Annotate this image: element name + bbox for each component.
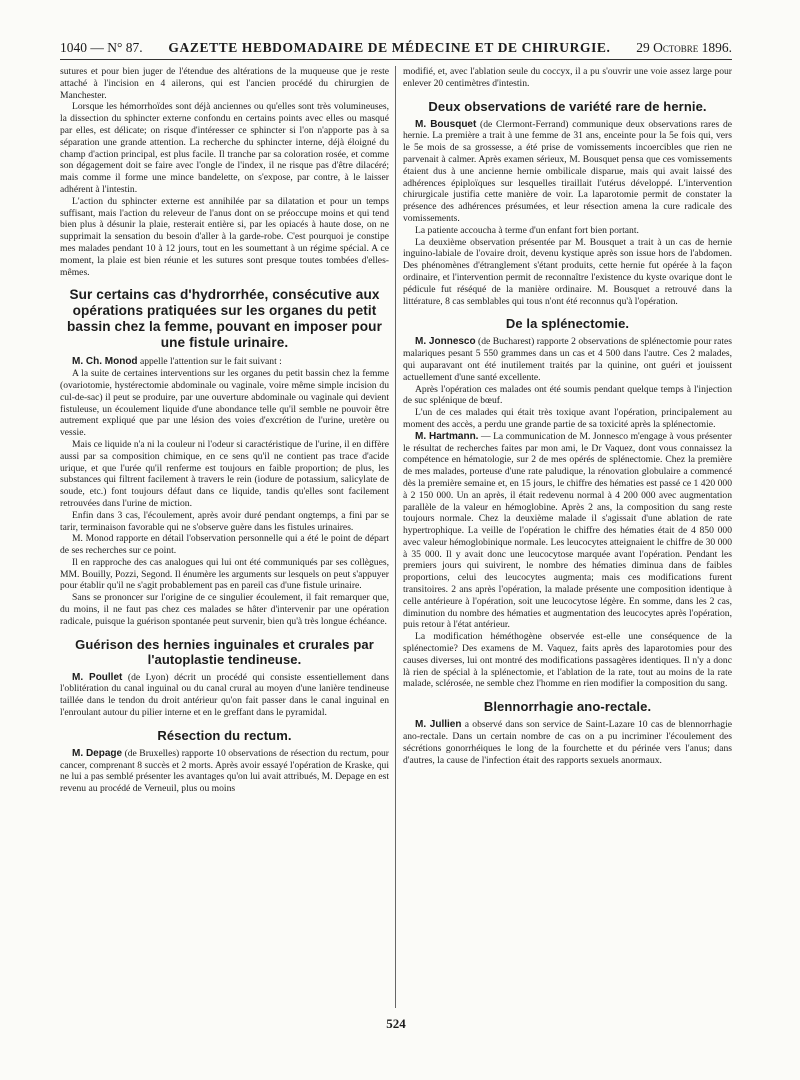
issue-date: 29 Octobre 1896. (636, 40, 732, 55)
paragraph: M. Depage (de Bruxelles) rapporte 10 observations de résection du rectum, pour cancer, comprenant 8 succès et 2 morts. Après avoir essayé l'opération de Kraske, qui ne lui a pas semblé présenter les avantages qu'on lui avait attribués, M. Depage en est revenu au procédé de Verneuil, plus ou moins (60, 747, 389, 795)
paragraph: M. Poullet (de Lyon) décrit un procédé qui consiste essentiellement dans l'oblitération du canal inguinal ou du canal crural au moyen d'une lanière tendineuse taillée dans le tendon du droit antérieur qu'on fait passer dans le canal inguinal en l'enroulant autour du pilier interne et en le greffant dans le pyramidal. (60, 671, 389, 719)
right-column (395, 66, 732, 1008)
paragraph: Mais ce liquide n'a ni la couleur ni l'odeur si caractéristique de l'urine, il en diffère aussi par sa composition chimique, en ce sens qu'il ne contient pas trace d'acide urique, et que l'urée qu'il renferme est toujours en faible proportion; de plus, les substances qui filtrent facilement à travers le rein (iodure de potassium, salicylate de soude, etc.) font toujours défaut dans ce liquide, tandis qu'elles sont facilement retrouvées dans l'urine de miction. (60, 438, 389, 509)
section-heading-variete-hernie: Deux observations de variété rare de hernie. (428, 98, 707, 114)
section-heading-blennorrhagie: Blennorrhagie ano-rectale. (483, 699, 652, 715)
paragraph: M. Jonnesco (de Bucharest) rapporte 2 observations de splénectomie pour rates malariques pesant 5 550 grammes dans un cas et 4 500 dans l'autre. Ces 2 malades, qui auparavant ont été inutilement traités par la quinine, ont guéri et jouissent actuellement d'une santé excellente. (403, 336, 732, 383)
paragraph: Il en rapproche des cas analogues qui lui ont été communiqués par ses collègues, MM. Bouilly, Pozzi, Segond. Il énumère les arguments sur lesquels on peut s'appuyer pour établir qu'il ne s'agit probablement pas en pareil cas d'une fistule urinaire. (60, 556, 389, 592)
paragraph: Sans se prononcer sur l'origine de ce singulier écoulement, il fait remarquer que, du moins, il ne faut pas chez ces malades se hâter d'intervenir par une opération radicale, puisque la guérison spontanée peut survenir, bien qu'à très longue échéance. (60, 592, 389, 627)
section-heading-hernies: Guérison des hernies inguinales et crurales par l'autoplastie tendineuse. (75, 636, 374, 667)
paragraph: L'un de ces malades qui était très toxique avant l'opération, principalement au moment des accès, a perdu une grande partie de sa toxicité après la splénectomie. (403, 407, 732, 430)
author-name: M. Hartmann. (415, 430, 479, 442)
paragraph: sutures et pour bien juger de l'étendue des altérations de la muqueuse que je reste attaché à l'incision en 4 ailerons, qui est l'ancien procédé du chirurgien de Manchester. (60, 66, 389, 101)
paragraph: Après l'opération ces malades ont été soumis pendant quelque temps à l'injection de suc splénique de bœuf. (403, 383, 732, 407)
author-name: M. Jonnesco (415, 336, 476, 348)
newspaper-page (60, 40, 732, 1048)
paragraph: M. Ch. Monod appelle l'attention sur le fait suivant : (72, 356, 282, 368)
paragraph: La deuxième observation présentée par M. Bousquet a trait à un cas de hernie inguino-labiale de l'ovaire droit, devenu kystique après son issue hors de l'abdomen. Des phénomènes d'étranglement s'étant produits, cette hernie fut opérée à la façon ordinaire, et l'intervention permit de reconnaître l'existence du kyste ovarique dont le pédicule fut réséqué de la manière ordinaire. M. Bousquet a retrouvé dans la littérature, 8 cas semblables qui tous n'ont été reconnus qu'à l'opération. (403, 236, 732, 307)
author-name: M. Jullien (415, 719, 462, 731)
paragraph: L'action du sphincter externe est annihilée par sa dilatation et pour un temps suffisant, mais l'action du releveur de l'anus dont on se préoccupe moins et qui tend bien plus à désunir la plaie, resterait entière si, par les opiacés à haute dose, on ne supprimait la sensation du besoin d'aller à la garde-robe. C'est pourquoi je constipe mes malades pendant 10 à 12 jours, tout en les soumettant à un régime spécial. A ce moment, la plaie est bien réunie et les sutures sont presque toutes tombées d'elles-mêmes. (60, 195, 389, 278)
paragraph: M. Hartmann. — La communication de M. Jonnesco m'engage à vous présenter le résultat de recherches faites par mon ami, le Dr Vaquez, dont vous connaissez la compétence en hématologie, sur 2 de mes opérés de splénectomie. Chez la première de mes malades, porteuse d'une rate paludique, la rénovation globulaire a commencé dès la première semaine et, en 15 jours, le chiffre des hématies est passé ce 1 420 000 à 2 150 000. Un an après, il était redevenu normal à 4 200 000 avec augmentation parallèle de la valeur en hémoglobine. Après 2 ans, la composition du sang reste toujours normale. Chez la deuxième malade il s'agissait d'une ablation de rate hypertrophique. La veille de l'opération le chiffre des hématies était de 4 850 000 avec valeur hémoglobinique normale. Les leucocytes atteignaient le chiffre de 30 000 à 35 000. Il y avait donc une leucocytose marquée avant l'opération. Pendant les premiers jours qui suivirent, le nombre des hématies diminua dans de faibles proportions, celui des leucocytes augmenta; mais ces modifications furent transitoires. 2 ans après l'opération, la malade présente une composition identique à celle antérieure à l'opération, soit une leucocytose légère. En somme, dans les 2 cas, diminution du nombre des hématies et augmentation des leucocytes après l'opération, puis retour à l'état antérieur. (403, 430, 732, 631)
paragraph: M. Jullien a observé dans son service de Saint-Lazare 10 cas de blennorrhagie ano-rectale. Dans un certain nombre de cas on a pu incriminer l'écoulement des sécrétions gonorrhéiques le long de la fourchette et du périnée vers l'anus; dans d'autres, la cause de l'infection était des rapports sexuels anormaux. (403, 719, 732, 766)
section-heading-hydrorrhee: Sur certains cas d'hydrorrhée, consécutive aux opérations pratiquées sur les organes du petit bassin chez la femme, pouvant en imposer pour une fistule urinaire. (67, 287, 382, 351)
paragraph: Lorsque les hémorrhoïdes sont déjà anciennes ou qu'elles sont très volumineuses, la dissection du sphincter externe confondu en certains points avec elles ou masqué par elles, est délicate; on risque d'intéresser ce sphincter si l'on n'apporte pas à sa séparation une grande attention. La recherche du sphincter interne, déjà éloigné du champ d'action principal, est plus facile. Il tranche par sa coloration rosée, et comme son dégagement doit se faire avec l'ongle de l'index, il ne risque pas d'être dilacéré; mais comme il forme une mince bandelette, on s'expose, par contre, à le laisser adhérent à l'intestin. (60, 101, 389, 195)
paragraph: Enfin dans 3 cas, l'écoulement, après avoir duré pendant ongtemps, a fini par se tarir, terminaison favorable qui ne s'observe guère dans les fistules urinaires. (60, 509, 389, 533)
author-name: M. Ch. Monod (72, 356, 138, 368)
section-heading-splenectomie: De la splénectomie. (505, 316, 630, 332)
paragraph: M. Bousquet (de Clermont-Ferrand) communique deux observations rares de hernie. La première a trait à une femme de 31 ans, enceinte pour la 5e fois qui, vers le 5e mois de sa grossesse, a été prise de vomissements incoercibles que rien ne parvenait à calmer. Après examen sérieux, M. Bousquet pensa que ces vomissements étaient dus à une ancienne hernie ombilicale disparue, mais qui avait laissé des adhérences épiploïques sur lesquelles tiraillait l'utérus développé. L'intervention chirurgicale justifia cette manière de voir. La laparotomie permit de constater la présence des adhérences présumées, et leur résection amena la cure radicale des vomissements. (403, 118, 732, 224)
page-issue-number: 1040 — N° 87. (60, 40, 143, 55)
paragraph: A la suite de certaines interventions sur les organes du petit bassin chez la femme (ovariotomie, hystérectomie abdominale ou vaginale, voire même simple incision du cul-de-sac) il peut se produire, par une ouverture abdominale ou vaginale qui devient fistuleuse, un écoulement liquide d'une abondance telle qu'il semble ne pouvoir être autrement expliqué que par une lésion des voies d'excrétion de l'urine, uretère ou vessie. (60, 368, 389, 439)
left-column (60, 66, 395, 1008)
section-heading-rectum: Résection du rectum. (157, 727, 292, 743)
text-columns (60, 66, 732, 1008)
paragraph: La modification héméthogène observée est-elle une conséquence de la splénectomie? Des examens de M. Vaquez, faits après des laparotomies pour des causes diverses, lui ont montré des modifications passagères identiques. Il n'y a donc là rien de spécial à la splénectomie, et l'ablation de la rate, tout au moins de la rate malade, sclérosée, ne semble chez l'homme en rien modifier la composition du sang. (403, 631, 732, 690)
author-name: M. Depage (72, 747, 123, 759)
running-header (60, 40, 732, 60)
journal-title: GAZETTE HEBDOMADAIRE DE MÉDECINE ET DE CHIRURGIE. (168, 40, 611, 55)
paragraph: La patiente accoucha à terme d'un enfant fort bien portant. (415, 224, 639, 236)
author-name: M. Bousquet (415, 118, 477, 130)
paragraph: M. Monod rapporte en détail l'observation personnelle qui a été le point de départ de ses recherches sur ce point. (60, 533, 389, 557)
paragraph: modifié, et, avec l'ablation seule du coccyx, il a pu s'ouvrir une voie assez large pour enlever 20 centimètres d'intestin. (403, 66, 732, 89)
page-number: 524 (386, 1016, 406, 1031)
author-name: M. Poullet (72, 671, 123, 683)
